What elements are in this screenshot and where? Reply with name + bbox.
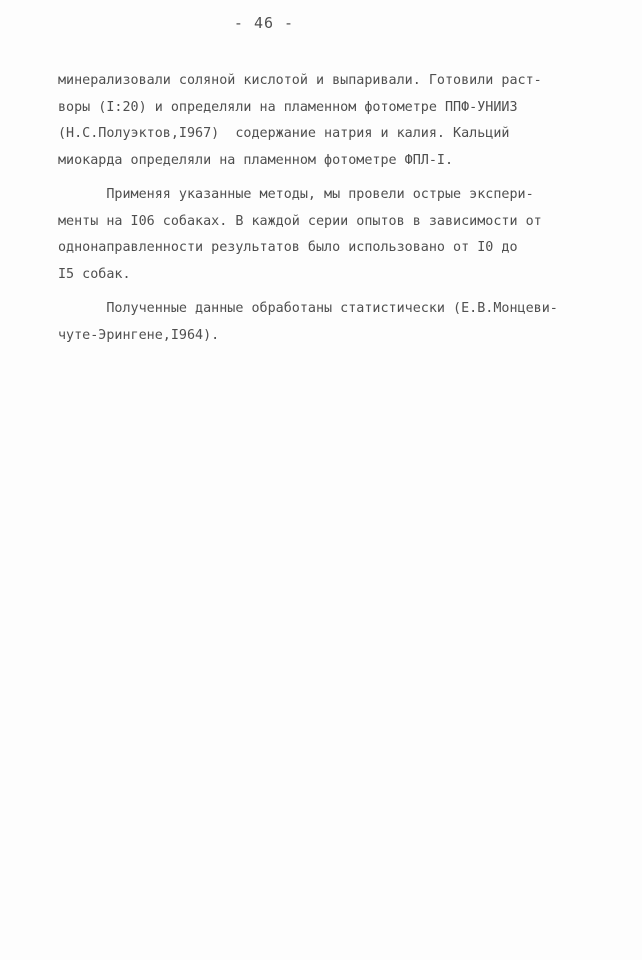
paragraph — [58, 296, 598, 349]
page-number: - 46 - — [233, 14, 295, 32]
paragraph-gap — [58, 288, 598, 296]
body-text — [58, 68, 598, 349]
text-line: I5 собак. — [58, 266, 131, 282]
text-line: миокарда определяли на пламенном фотометре ФПЛ-I. — [58, 152, 454, 168]
paragraph — [58, 68, 598, 174]
text-line: однонаправленности результатов было использовано от I0 до — [58, 240, 518, 255]
text-line: (Н.С.Полуэктов,I967) содержание натрия и калия. Кальций — [58, 126, 510, 141]
text-line: воры (I:20) и определяли на пламенном фотометре ППФ-УНИИЗ — [58, 99, 518, 115]
text-line: Применяя указанные методы, мы провели острые экспери- — [58, 187, 534, 202]
text-line: минерализовали соляной кислотой и выпаривали. Готовили раст- — [58, 73, 542, 88]
text-line: Полученные данные обработаны статистически (Е.В.Монцеви- — [58, 301, 558, 316]
paragraph-gap — [58, 174, 598, 182]
text-line: менты на I06 собаках. В каждой серии опытов в зависимости от — [58, 213, 542, 229]
text-line: чуте-Эрингене,I964). — [58, 327, 220, 343]
paragraph — [58, 182, 598, 288]
